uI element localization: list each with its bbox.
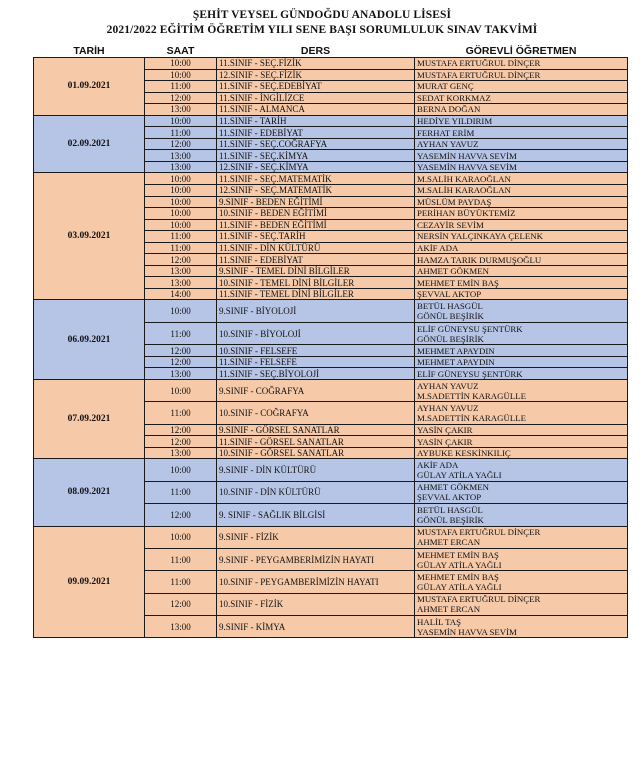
course-cell: 11.SINIF - GÖRSEL SANATLAR [217,436,415,448]
time-cell: 11:00 [145,231,217,243]
course-cell: 10.SINIF - DİN KÜLTÜRÜ [217,481,415,503]
time-cell: 11:00 [145,242,217,254]
time-cell: 10:00 [145,115,217,127]
time-cell: 11:00 [145,322,217,344]
exam-schedule-table [33,45,628,638]
course-cell: 11.SINIF - BEDEN EĞİTİMİ [217,219,415,231]
teacher-cell [415,504,628,526]
teacher-name: YASEMİN HAVVA SEVİM [417,150,517,161]
time-cell: 11:00 [145,571,217,593]
course-cell: 9.SINIF - DİN KÜLTÜRÜ [217,459,415,481]
time-cell: 10:00 [145,173,217,185]
course-cell: 11.SINIF - FELSEFE [217,356,415,368]
time-cell: 11:00 [145,402,217,424]
header-teacher: GÖREVLİ ÖĞRETMEN [465,45,577,57]
date-cell: 07.09.2021 [34,379,145,458]
teacher-cell [415,300,628,322]
teacher-cell [415,92,628,104]
teacher-name: AYHAN YAVUZ [417,139,479,150]
course-cell: 9.SINIF - PEYGAMBERİMİZİN HAYATI [217,548,415,570]
teacher-cell [415,402,628,424]
teacher-name: MUSTAFA ERTUĞRUL DİNÇER [417,58,541,69]
teacher-name: YASİN ÇAKIR [417,436,473,447]
teacher-name: AYBUKE KESKİNKILIÇ [417,448,511,459]
course-cell: 11.SINIF - EDEBİYAT [217,254,415,266]
time-cell: 13:00 [145,616,217,638]
course-cell: 11.SINIF - ALMANCA [217,104,415,116]
teacher-cell [415,104,628,116]
course-cell: 10.SINIF - TEMEL DİNİ BİLGİLER [217,277,415,289]
table-row [34,379,628,401]
teacher-name: M.SALİH KARAOĞLAN [417,185,511,196]
course-cell: 10.SINIF - FİZİK [217,593,415,615]
teacher-name: MÜSLÜM PAYDAŞ [417,196,492,207]
teacher-name: GÜLAY ATİLA YAĞLI [417,559,502,570]
teacher-name: MEHMET EMİN BAŞ [417,277,499,288]
course-cell: 12.SINIF - SEÇ.KİMYA [217,161,415,173]
date-cell: 02.09.2021 [34,115,145,173]
date-cell: 03.09.2021 [34,173,145,300]
time-cell: 10:00 [145,58,217,70]
header-time: SAAT [166,45,195,57]
course-cell: 9.SINIF - COĞRAFYA [217,379,415,401]
teacher-cell [415,436,628,448]
teacher-cell [415,242,628,254]
time-cell: 10:00 [145,208,217,220]
teacher-cell [415,288,628,300]
teacher-cell [415,150,628,162]
course-cell: 11.SINIF - SEÇ.MATEMATİK [217,173,415,185]
time-cell: 12:00 [145,345,217,357]
teacher-cell [415,356,628,368]
teacher-name: MEHMET EMİN BAŞ [417,571,499,582]
time-cell: 13:00 [145,161,217,173]
course-cell: 9.SINIF - BİYOLOJİ [217,300,415,322]
teacher-name: AHMET ERCAN [417,604,481,615]
time-cell: 13:00 [145,447,217,459]
teacher-name: M.SADETTİN KARAGÜLLE [417,390,526,401]
teacher-cell [415,58,628,70]
header-date: TARİH [73,45,105,57]
teacher-cell [415,69,628,81]
teacher-name: YASEMİN HAVVA SEVİM [417,626,517,637]
table-row [34,115,628,127]
teacher-cell [415,138,628,150]
teacher-cell [415,526,628,548]
teacher-name: AKİF ADA [417,243,459,254]
teacher-cell [415,219,628,231]
course-cell: 10.SINIF - FELSEFE [217,345,415,357]
teacher-cell [415,161,628,173]
time-cell: 14:00 [145,288,217,300]
time-cell: 12:00 [145,254,217,266]
schedule-title: 2021/2022 EĞİTİM ÖĞRETİM YILI SENE BAŞI SORUMLULUK SINAV TAKVİMİ [106,24,538,36]
teacher-cell [415,254,628,266]
teacher-name: GÖNÜL BEŞİRİK [417,333,484,344]
time-cell: 13:00 [145,265,217,277]
teacher-name: BETÜL HASGÜL [417,301,483,312]
date-cell: 09.09.2021 [34,526,145,638]
teacher-name: NERSİN YALÇINKAYA ÇELENK [417,231,543,242]
table-row [34,300,628,322]
teacher-name: AYHAN YAVUZ [417,402,479,413]
teacher-name: MEHMET APAYDIN [417,357,495,368]
teacher-name: M.SALİH KARAOĞLAN [417,173,511,184]
teacher-name: BETÜL HASGÜL [417,504,483,515]
time-cell: 10:00 [145,300,217,322]
time-cell: 13:00 [145,277,217,289]
teacher-cell [415,368,628,380]
time-cell: 13:00 [145,368,217,380]
time-cell: 10:00 [145,219,217,231]
teacher-name: CEZAYİR SEVİM [417,219,484,230]
teacher-cell [415,447,628,459]
time-cell: 10:00 [145,459,217,481]
teacher-name: GÖNÜL BEŞİRİK [417,514,484,525]
teacher-name: ELİF GÜNEYSU ŞENTÜRK [417,323,523,334]
teacher-cell [415,277,628,289]
course-cell: 12.SINIF - SEÇ.MATEMATİK [217,185,415,197]
time-cell: 10:00 [145,185,217,197]
time-cell: 11:00 [145,81,217,93]
course-cell: 11.SINIF - SEÇ.TARİH [217,231,415,243]
course-cell: 11.SINIF - İNGİLİZCE [217,92,415,104]
teacher-cell [415,345,628,357]
course-cell: 11.SINIF - TEMEL DİNİ BİLGİLER [217,288,415,300]
teacher-name: AHMET GÖKMEN [417,266,489,277]
teacher-name: HALİL TAŞ [417,616,462,627]
teacher-cell [415,231,628,243]
teacher-cell [415,593,628,615]
time-cell: 12:00 [145,424,217,436]
teacher-name: AHMET GÖKMEN [417,482,489,493]
table-header [34,45,628,58]
course-cell: 12.SINIF - SEÇ.FİZİK [217,69,415,81]
course-cell: 11.SINIF - TARİH [217,115,415,127]
course-cell: 11.SINIF - EDEBİYAT [217,127,415,139]
teacher-cell [415,81,628,93]
table-row [34,58,628,70]
time-cell: 10:00 [145,196,217,208]
course-cell: 9.SINIF - BEDEN EĞİTİMİ [217,196,415,208]
course-cell: 10.SINIF - BİYOLOJİ [217,322,415,344]
course-cell: 11.SINIF - SEÇ.BİYOLOJİ [217,368,415,380]
time-cell: 12:00 [145,92,217,104]
course-cell: 11.SINIF - SEÇ.EDEBİYAT [217,81,415,93]
teacher-name: GÜLAY ATİLA YAĞLI [417,470,502,481]
time-cell: 10:00 [145,526,217,548]
teacher-cell [415,196,628,208]
teacher-name: AKİF ADA [417,460,459,471]
course-cell: 9.SINIF - GÖRSEL SANATLAR [217,424,415,436]
teacher-name: GÖNÜL BEŞİRİK [417,311,484,322]
teacher-cell [415,571,628,593]
time-cell: 12:00 [145,504,217,526]
document-header [0,0,644,38]
time-cell: 11:00 [145,481,217,503]
teacher-name: MURAT GENÇ [417,81,474,92]
course-cell: 9.SINIF - TEMEL DİNİ BİLGİLER [217,265,415,277]
teacher-cell [415,208,628,220]
teacher-name: HAMZA TARIK DURMUŞOĞLU [417,254,542,265]
time-cell: 13:00 [145,104,217,116]
teacher-name: YASİN ÇAKIR [417,424,473,435]
date-cell: 08.09.2021 [34,459,145,526]
course-cell: 9.SINIF - FİZİK [217,526,415,548]
date-cell: 06.09.2021 [34,300,145,379]
table-row [34,526,628,548]
teacher-cell [415,616,628,638]
teacher-name: MUSTAFA ERTUĞRUL DİNÇER [417,594,541,605]
teacher-name: MUSTAFA ERTUĞRUL DİNÇER [417,527,541,538]
table-row [34,173,628,185]
table-body [34,58,628,638]
teacher-cell [415,185,628,197]
teacher-name: MUSTAFA ERTUĞRUL DİNÇER [417,69,541,80]
teacher-name: ŞEVVAL AKTOP [417,492,482,503]
time-cell: 12:00 [145,593,217,615]
teacher-cell [415,127,628,139]
course-cell: 9. SINIF - SAĞLIK BİLGİSİ [217,504,415,526]
teacher-cell [415,322,628,344]
course-cell: 10.SINIF - PEYGAMBERİMİZİN HAYATI [217,571,415,593]
teacher-name: MEHMET APAYDIN [417,345,495,356]
teacher-cell [415,379,628,401]
course-cell: 11.SINIF - DİN KÜLTÜRÜ [217,242,415,254]
teacher-name: ELİF GÜNEYSU ŞENTÜRK [417,368,523,379]
time-cell: 11:00 [145,127,217,139]
teacher-name: AHMET ERCAN [417,537,481,548]
course-cell: 11.SINIF - SEÇ.COĞRAFYA [217,138,415,150]
teacher-name: BERNA DOĞAN [417,104,481,115]
teacher-name: FERHAT ERİM [417,127,475,138]
time-cell: 12:00 [145,436,217,448]
course-cell: 10.SINIF - BEDEN EĞİTİMİ [217,208,415,220]
table-row [34,459,628,481]
teacher-name: PERİHAN BÜYÜKTEMİZ [417,208,516,219]
course-cell: 10.SINIF - COĞRAFYA [217,402,415,424]
teacher-cell [415,424,628,436]
school-name: ŞEHİT VEYSEL GÜNDOĞDU ANADOLU LİSESİ [192,9,452,21]
course-cell: 10.SINIF - GÖRSEL SANATLAR [217,447,415,459]
teacher-name: SEDAT KORKMAZ [417,92,491,103]
course-cell: 9.SINIF - KİMYA [217,616,415,638]
teacher-name: ŞEVVAL AKTOP [417,289,482,300]
teacher-cell [415,459,628,481]
time-cell: 10:00 [145,379,217,401]
teacher-cell [415,481,628,503]
teacher-name: MEHMET EMİN BAŞ [417,549,499,560]
teacher-name: AYHAN YAVUZ [417,380,479,391]
time-cell: 13:00 [145,150,217,162]
teacher-name: HEDİYE YILDIRIM [417,116,493,126]
teacher-cell [415,548,628,570]
course-cell: 11.SINIF - SEÇ.FİZİK [217,58,415,70]
teacher-name: YASEMİN HAVVA SEVİM [417,162,517,173]
time-cell: 12:00 [145,356,217,368]
time-cell: 10:00 [145,69,217,81]
teacher-cell [415,173,628,185]
teacher-name: GÜLAY ATİLA YAĞLI [417,581,502,592]
teacher-cell [415,265,628,277]
time-cell: 12:00 [145,138,217,150]
date-cell: 01.09.2021 [34,58,145,116]
header-course: DERS [300,45,331,57]
teacher-name: M.SADETTİN KARAGÜLLE [417,412,526,423]
teacher-cell [415,115,628,127]
time-cell: 11:00 [145,548,217,570]
course-cell: 11.SINIF - SEÇ.KİMYA [217,150,415,162]
